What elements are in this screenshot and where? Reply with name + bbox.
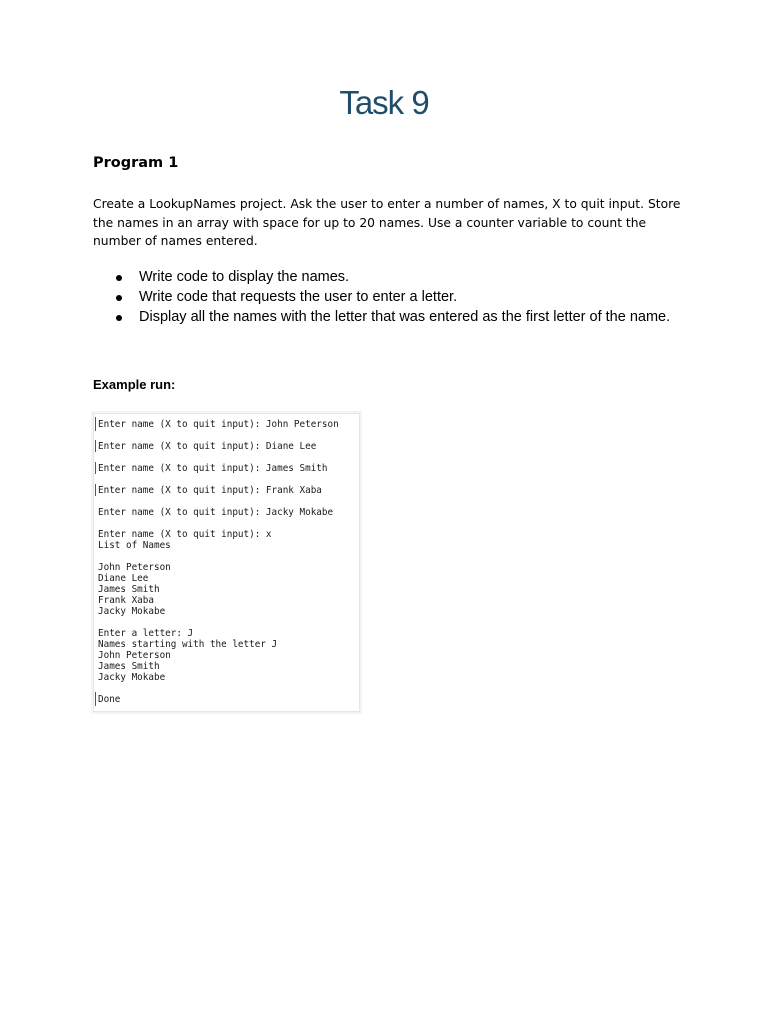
console-line: Names starting with the letter J <box>98 639 278 650</box>
requirement-item <box>93 287 683 307</box>
text-cursor-icon <box>95 484 96 496</box>
page-title: Task 9 <box>339 84 429 121</box>
bullet-icon <box>116 275 122 281</box>
task-description: Create a LookupNames project. Ask the user to enter a number of names, X to quit input. Store the names in an array with space for up to 20 names. Use a counter variable to count the number of names entered. <box>93 197 681 248</box>
requirement-text: Write code to display the names. <box>139 269 350 285</box>
section-heading: Program 1 <box>93 155 179 171</box>
requirements-list <box>93 267 683 327</box>
text-cursor-icon <box>95 692 96 706</box>
console-line <box>98 452 339 463</box>
console-line: Enter name (X to quit input): Frank Xaba <box>98 485 322 496</box>
console-line: Diane Lee <box>98 573 149 584</box>
bullet-icon <box>116 315 122 321</box>
text-cursor-icon <box>95 440 96 452</box>
console-line <box>98 551 339 562</box>
console-line <box>98 496 339 507</box>
console-output-screenshot <box>93 413 360 712</box>
console-line: Enter a letter: J <box>98 628 194 639</box>
text-cursor-icon <box>95 417 96 431</box>
console-line: James Smith <box>98 661 160 672</box>
console-line: James Smith <box>98 584 160 595</box>
console-line <box>98 518 339 529</box>
console-line: Jacky Mokabe <box>98 606 166 617</box>
console-line: Done <box>98 694 121 705</box>
console-line: John Peterson <box>98 562 171 573</box>
requirement-item <box>93 267 683 287</box>
console-line: John Peterson <box>98 650 171 661</box>
console-line <box>98 430 339 441</box>
example-run-label: Example run: <box>93 377 176 392</box>
requirement-text: Display all the names with the letter that was entered as the first letter of the name. <box>139 309 671 325</box>
console-line: Frank Xaba <box>98 595 154 606</box>
console-line: Enter name (X to quit input): John Peterson <box>98 419 339 430</box>
console-line: List of Names <box>98 540 171 551</box>
console-text <box>98 419 339 705</box>
console-line: Enter name (X to quit input): Jacky Mokabe <box>98 507 334 518</box>
console-line <box>98 683 339 694</box>
console-line: Enter name (X to quit input): James Smith <box>98 463 328 474</box>
requirement-text: Write code that requests the user to enter a letter. <box>139 289 458 305</box>
requirement-item <box>93 307 683 327</box>
console-line <box>98 617 339 628</box>
bullet-icon <box>116 295 122 301</box>
console-line: Enter name (X to quit input): x <box>98 529 272 540</box>
console-line: Enter name (X to quit input): Diane Lee <box>98 441 317 452</box>
console-line <box>98 474 339 485</box>
console-line: Jacky Mokabe <box>98 672 166 683</box>
text-cursor-icon <box>95 462 96 474</box>
